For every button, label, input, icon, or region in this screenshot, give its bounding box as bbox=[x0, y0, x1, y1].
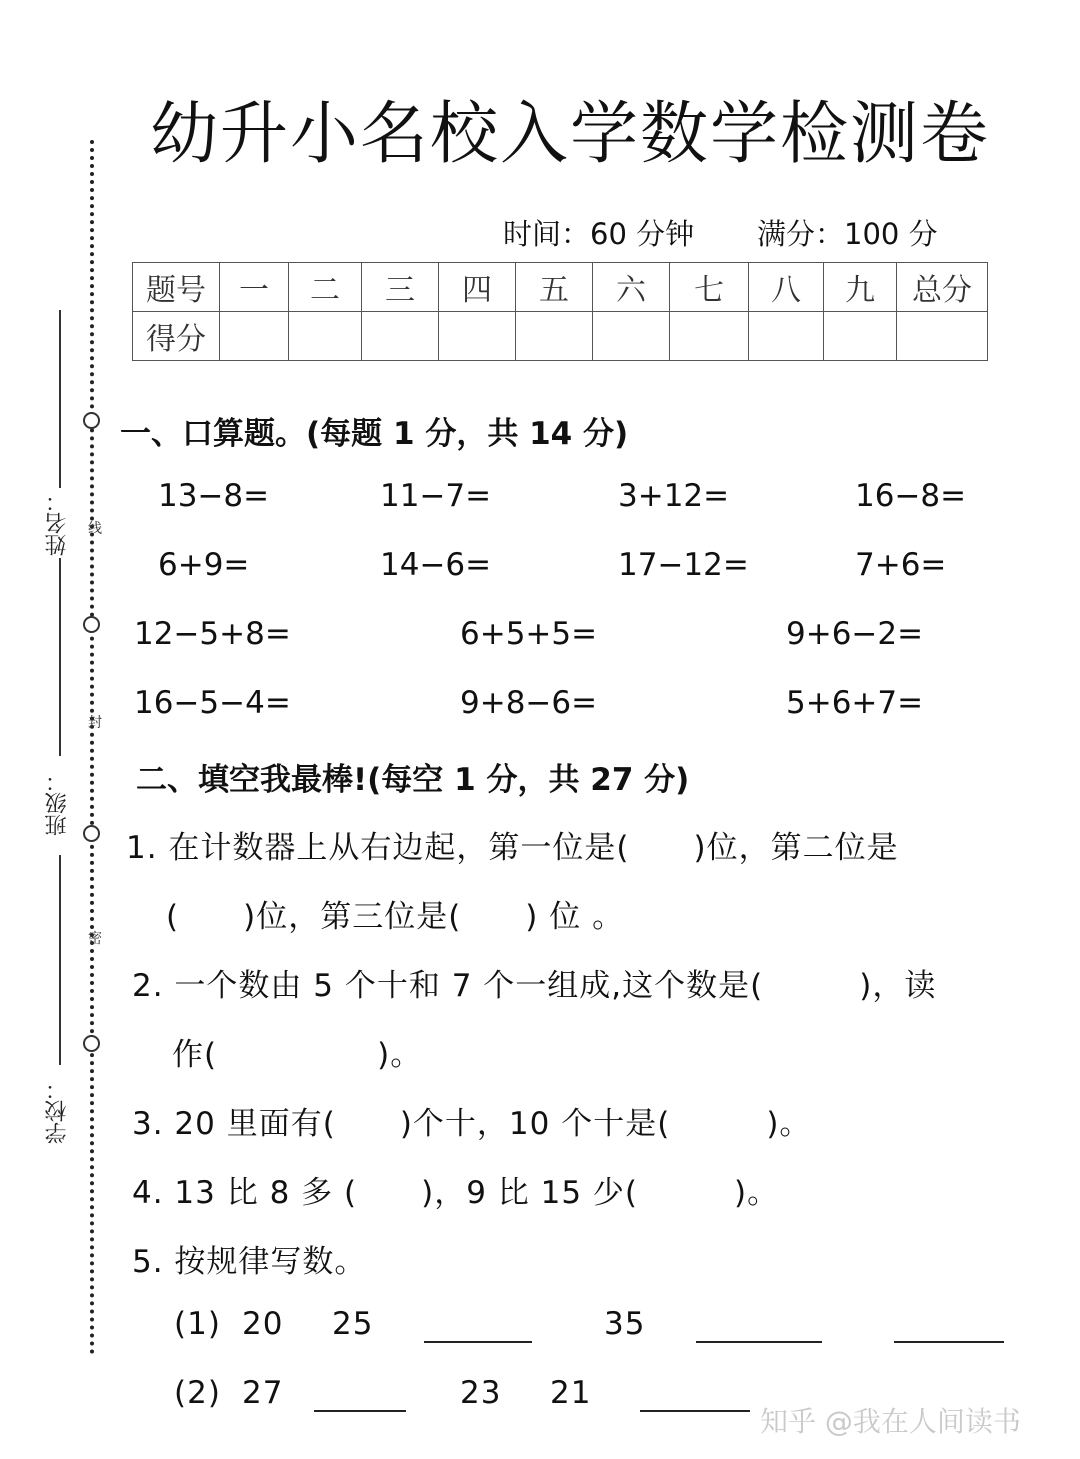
table-cell: 四 bbox=[439, 263, 516, 312]
score-cell[interactable] bbox=[897, 312, 988, 361]
equation: 9+8−6= bbox=[460, 685, 598, 721]
score-table bbox=[132, 262, 988, 361]
sequence-blank[interactable] bbox=[894, 1340, 1004, 1343]
question-5: 5. 按规律写数。 bbox=[132, 1244, 367, 1280]
table-cell: 三 bbox=[362, 263, 439, 312]
question-1-line-2: ( )位，第三位是( ) 位 。 bbox=[166, 899, 625, 935]
equation: 3+12= bbox=[618, 478, 730, 514]
score-cell[interactable] bbox=[824, 312, 897, 361]
question-2-line-2: 作( )。 bbox=[172, 1037, 423, 1073]
sequence-blank[interactable] bbox=[640, 1409, 750, 1412]
equation: 17−12= bbox=[618, 547, 749, 583]
score-cell[interactable] bbox=[516, 312, 593, 361]
sequence-2-number: 21 bbox=[550, 1375, 592, 1411]
sequence-1-label: (1) bbox=[174, 1306, 221, 1342]
class-write-line bbox=[59, 558, 61, 756]
score-cell[interactable] bbox=[593, 312, 670, 361]
binding-dotted-line bbox=[90, 140, 94, 1355]
score-cell[interactable] bbox=[362, 312, 439, 361]
sequence-blank[interactable] bbox=[696, 1340, 822, 1343]
sequence-1-number: 25 bbox=[332, 1306, 374, 1342]
seal-char-feng: 封 bbox=[88, 715, 102, 731]
table-cell: 一 bbox=[220, 263, 289, 312]
question-2-line-1: 2. 一个数由 5 个十和 7 个一组成,这个数是( )，读 bbox=[132, 968, 937, 1004]
equation: 12−5+8= bbox=[134, 616, 291, 652]
equation: 16−8= bbox=[855, 478, 967, 514]
binding-ring bbox=[83, 825, 100, 842]
binding-ring bbox=[83, 1035, 100, 1052]
score-cell[interactable] bbox=[439, 312, 516, 361]
score-cell[interactable] bbox=[749, 312, 824, 361]
score-table-score-row bbox=[133, 312, 988, 361]
equation: 13−8= bbox=[158, 478, 270, 514]
section2-heading: 二、填空我最棒!(每空 1 分，共 27 分) bbox=[136, 762, 690, 798]
section1-heading: 一、口算题。(每题 1 分，共 14 分) bbox=[120, 416, 629, 452]
school-label: 学校： bbox=[45, 1078, 70, 1144]
table-cell: 总分 bbox=[897, 263, 988, 312]
table-cell: 六 bbox=[593, 263, 670, 312]
sequence-2-label: (2) bbox=[174, 1375, 221, 1411]
question-1-line-1: 1. 在计数器上从右边起，第一位是( )位，第二位是 bbox=[126, 830, 899, 866]
binding-ring bbox=[83, 412, 100, 429]
equation: 7+6= bbox=[855, 547, 947, 583]
seal-char-xian: 线 bbox=[88, 521, 102, 537]
exam-time: 时间：60 分钟 bbox=[503, 217, 695, 251]
score-cell[interactable] bbox=[220, 312, 289, 361]
seal-char-mi: 密 bbox=[88, 931, 102, 947]
table-cell: 八 bbox=[749, 263, 824, 312]
sequence-1-number: 35 bbox=[604, 1306, 646, 1342]
equation: 5+6+7= bbox=[786, 685, 924, 721]
sequence-1-number: 20 bbox=[242, 1306, 284, 1342]
binding-ring bbox=[83, 616, 100, 633]
equation: 11−7= bbox=[380, 478, 492, 514]
equation: 6+5+5= bbox=[460, 616, 598, 652]
table-cell: 二 bbox=[289, 263, 362, 312]
page-title: 幼升小名校入学数学检测卷 bbox=[150, 95, 991, 174]
question-3: 3. 20 里面有( )个十，10 个十是( )。 bbox=[132, 1106, 812, 1142]
equation: 9+6−2= bbox=[786, 616, 924, 652]
name-write-line bbox=[59, 310, 61, 488]
score-cell[interactable] bbox=[670, 312, 749, 361]
equation: 16−5−4= bbox=[134, 685, 291, 721]
score-table-header-row bbox=[133, 263, 988, 312]
sequence-blank[interactable] bbox=[424, 1340, 532, 1343]
table-cell: 七 bbox=[670, 263, 749, 312]
class-label: 班级： bbox=[45, 770, 70, 836]
equation: 6+9= bbox=[158, 547, 250, 583]
score-cell[interactable] bbox=[289, 312, 362, 361]
watermark: 知乎 @我在人间读书 bbox=[760, 1405, 1021, 1438]
table-cell: 九 bbox=[824, 263, 897, 312]
exam-full-score: 满分：100 分 bbox=[757, 217, 938, 251]
table-cell: 得分 bbox=[133, 312, 220, 361]
sequence-2-number: 23 bbox=[460, 1375, 502, 1411]
table-cell: 题号 bbox=[133, 263, 220, 312]
table-cell: 五 bbox=[516, 263, 593, 312]
sequence-2-number: 27 bbox=[242, 1375, 284, 1411]
name-label: 姓名： bbox=[45, 490, 70, 556]
equation: 14−6= bbox=[380, 547, 492, 583]
school-write-line bbox=[59, 855, 61, 1065]
question-4: 4. 13 比 8 多 ( )，9 比 15 少( )。 bbox=[132, 1175, 780, 1211]
sequence-blank[interactable] bbox=[314, 1409, 406, 1412]
